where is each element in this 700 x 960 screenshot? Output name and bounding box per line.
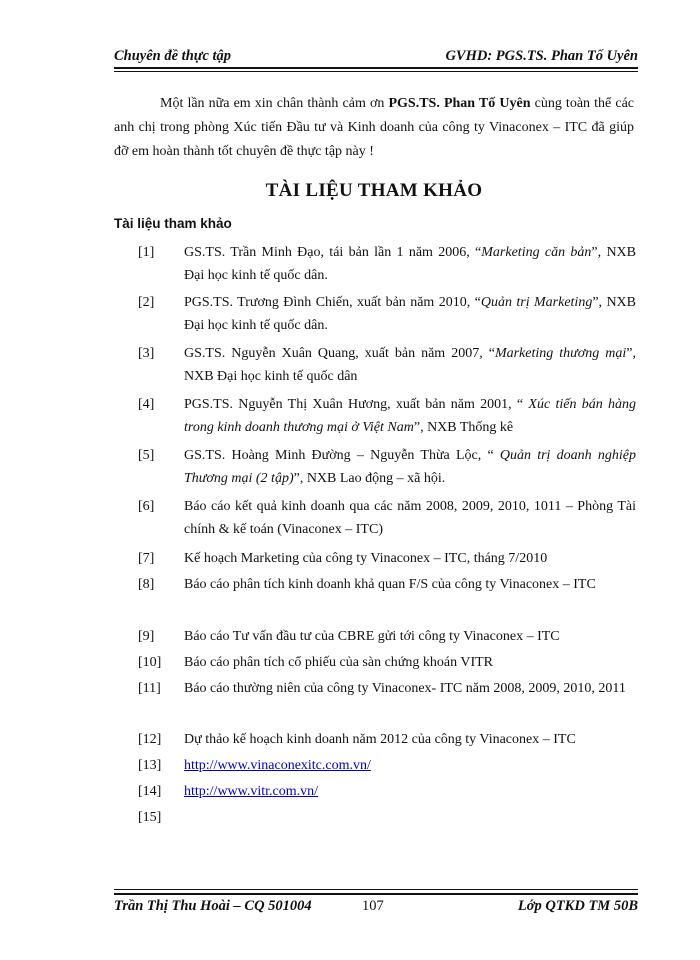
reference-number: [15]	[138, 810, 162, 825]
section-subheading: Tài liệu tham khảo	[114, 216, 232, 231]
reference-text: PGS.TS. Trương Đình Chiến, xuất bản năm 2010, “	[184, 295, 481, 310]
reference-text: Báo cáo thường niên của công ty Vinaconex- ITC năm 2008, 2009, 2010, 2011	[184, 681, 626, 696]
intro-bold-name: PGS.TS. Phan Tố Uyên	[388, 96, 531, 111]
reference-number: [9]	[138, 629, 155, 644]
reference-list	[114, 241, 636, 832]
reference-text-end: ”, NXB Đại học kinh tế quốc dân.	[184, 245, 636, 283]
reference-item	[114, 625, 636, 651]
intro-text-2: cùng toàn thể các anh chị trong phòng Xúc tiến Đầu tư và Kinh doanh của công ty Vinaconex – ITC đã giúp đỡ em hoàn thành tốt chuyên đề thực tập này !	[114, 96, 635, 159]
reference-item	[114, 241, 636, 291]
reference-text-end: ”, NXB Lao động – xã hội.	[293, 471, 446, 486]
reference-item	[114, 677, 636, 728]
reference-item	[114, 573, 636, 625]
reference-text: GS.TS. Trần Minh Đạo, tái bản lần 1 năm 2006, “	[184, 245, 482, 260]
reference-number: [14]	[138, 784, 162, 799]
acknowledgement-paragraph	[114, 92, 634, 164]
footer-class: Lớp QTKD TM 50B	[517, 898, 638, 914]
page-footer	[114, 898, 638, 918]
reference-item	[114, 444, 636, 495]
reference-text-end: ”, NXB Đại học kinh tế quốc dân	[184, 346, 636, 384]
page-header	[114, 46, 638, 66]
vitr-website-link[interactable]: http://www.vitr.com.vn/	[184, 784, 319, 799]
reference-title: Quản trị Marketing	[480, 295, 593, 310]
reference-text: Kế hoạch Marketing của công ty Vinaconex – ITC, tháng 7/2010	[184, 551, 548, 566]
footer-rule	[114, 893, 638, 895]
reference-title: Marketing thương mại	[494, 346, 627, 361]
reference-title: Quản trị doanh nghiệp Thương mại (2 tập)	[184, 448, 636, 486]
reference-number: [7]	[138, 551, 155, 566]
header-rule-thin	[114, 71, 638, 72]
reference-number: [3]	[138, 346, 155, 361]
reference-text-end: ”, NXB Đại học kinh tế quốc dân.	[184, 295, 637, 333]
reference-item	[114, 393, 636, 444]
reference-number: [8]	[138, 577, 155, 592]
page-number: 107	[362, 898, 384, 914]
reference-item	[114, 651, 636, 677]
reference-item	[114, 728, 636, 754]
reference-number: [13]	[138, 758, 162, 773]
reference-item	[114, 806, 636, 832]
reference-title: Marketing căn bản	[481, 245, 592, 260]
reference-number: [1]	[138, 245, 155, 260]
reference-text: Báo cáo phân tích kinh doanh khả quan F/S của công ty Vinaconex – ITC	[184, 577, 596, 592]
header-right: GVHD: PGS.TS. Phan Tố Uyên	[445, 48, 638, 64]
reference-item	[114, 495, 636, 547]
reference-item	[114, 754, 636, 780]
reference-number: [5]	[138, 448, 155, 463]
intro-text-1: Một lần nữa em xin chân thành cảm ơn	[160, 96, 389, 111]
page-title: TÀI LIỆU THAM KHẢO	[265, 180, 483, 201]
header-rule	[114, 67, 638, 69]
reference-title: Xúc tiến bán hàng trong kinh doanh thương mại ở Việt Nam	[184, 397, 637, 435]
reference-number: [11]	[138, 681, 161, 696]
header-left: Chuyên đề thực tập	[114, 48, 232, 64]
reference-number: [6]	[138, 499, 155, 514]
reference-number: [12]	[138, 732, 162, 747]
reference-text: Báo cáo kết quả kinh doanh qua các năm 2008, 2009, 2010, 1011 – Phòng Tài chính & kế toán (Vinaconex – ITC)	[184, 499, 636, 537]
reference-item	[114, 780, 636, 806]
reference-item	[114, 291, 636, 342]
reference-text: Báo cáo Tư vấn đầu tư của CBRE gửi tới công ty Vinaconex – ITC	[184, 629, 560, 644]
reference-text: GS.TS. Hoàng Minh Đường – Nguyễn Thừa Lộc, “	[184, 448, 500, 463]
reference-number: [4]	[138, 397, 155, 412]
vinaconex-website-link[interactable]: http://www.vinaconexitc.com.vn/	[184, 758, 371, 773]
reference-text: PGS.TS. Nguyễn Thị Xuân Hương, xuất bản năm 2001, “	[184, 397, 524, 412]
reference-item	[114, 342, 636, 393]
footer-author: Trần Thị Thu Hoài – CQ 501004	[114, 898, 312, 914]
reference-number: [10]	[138, 655, 162, 670]
reference-text-end: ”, NXB Thống kê	[413, 420, 514, 435]
reference-text: Dự thảo kế hoạch kinh doanh năm 2012 của công ty Vinaconex – ITC	[184, 732, 576, 747]
reference-text: GS.TS. Nguyễn Xuân Quang, xuất bản năm 2007, “	[184, 346, 495, 361]
footer-rule-thin	[114, 889, 638, 890]
reference-number: [2]	[138, 295, 155, 310]
reference-text: Báo cáo phân tích cổ phiếu của sàn chứng khoán VITR	[184, 655, 494, 670]
reference-item	[114, 547, 636, 573]
